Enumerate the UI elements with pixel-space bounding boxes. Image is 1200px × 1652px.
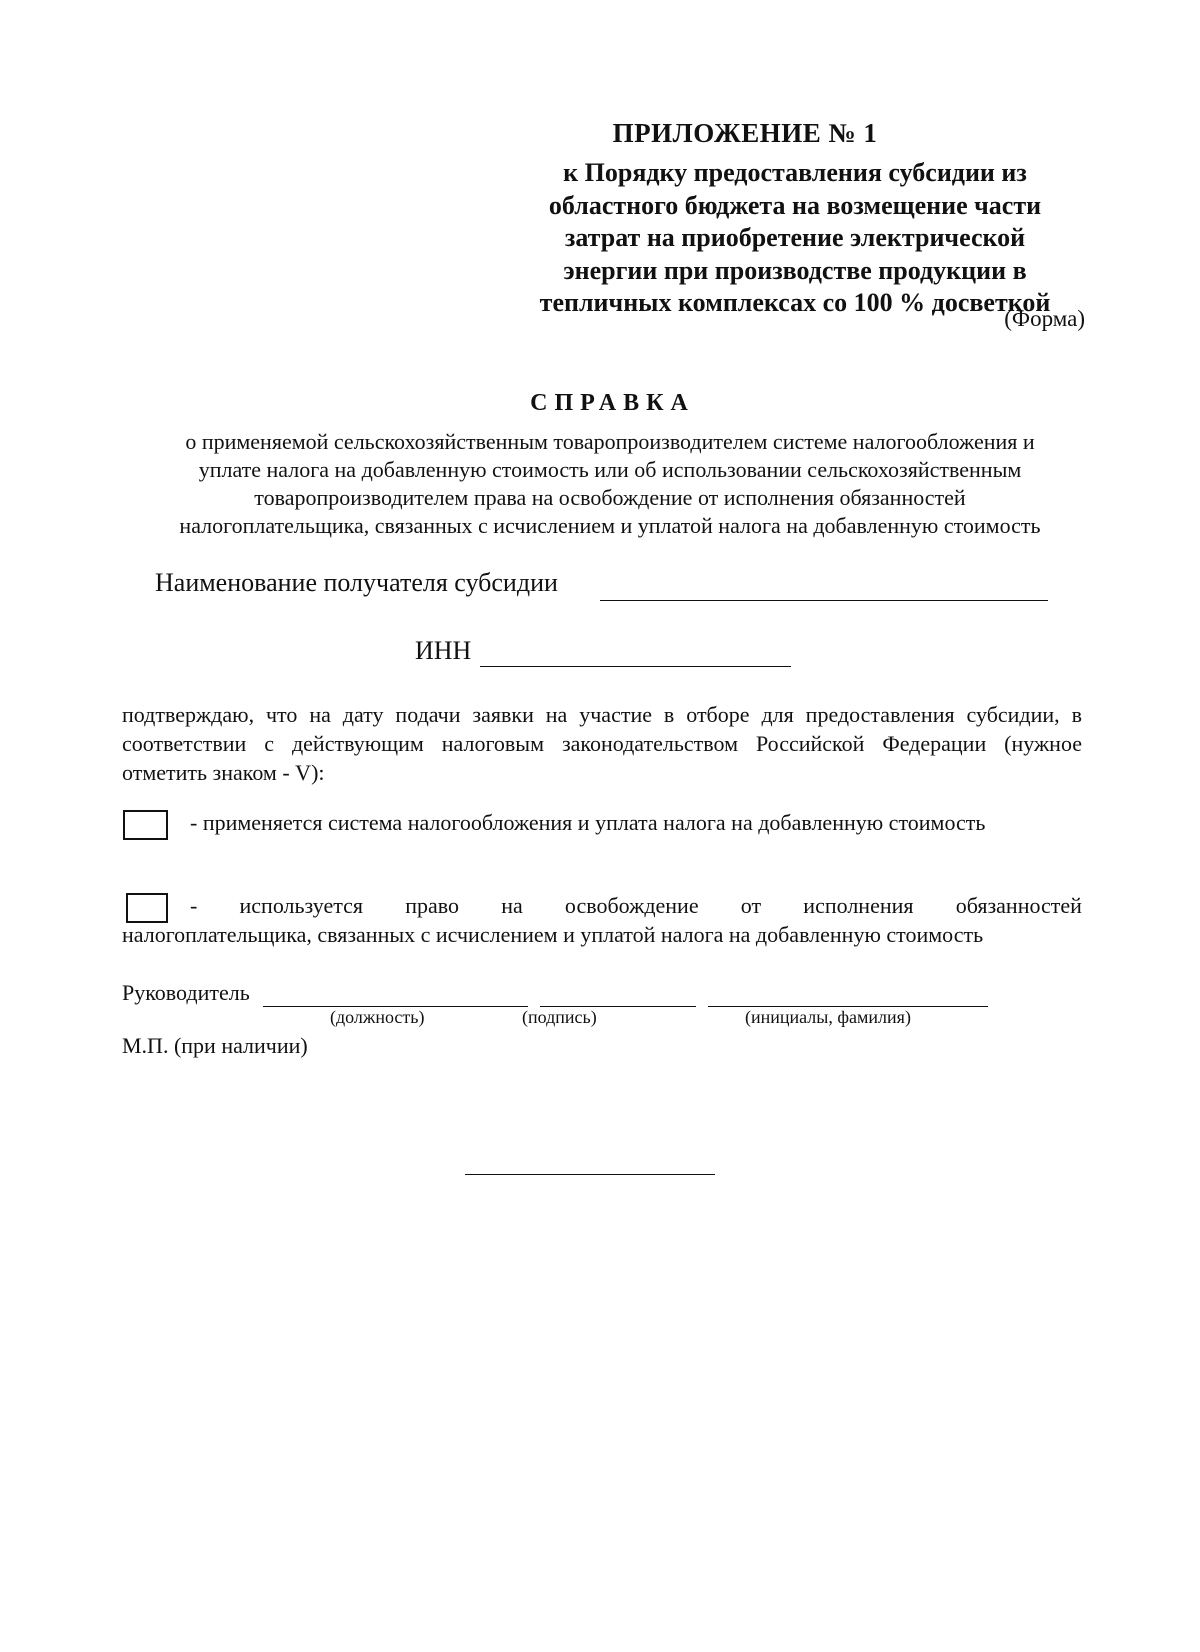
stamp-label: М.П. (при наличии) — [122, 1033, 308, 1058]
document-subtitle-line: уплате налога на добавленную стоимость или об использовании сельскохозяйственным — [198, 457, 1022, 482]
appendix-subtitle-line: энергии при производстве продукции в — [563, 255, 1027, 285]
inn-label: ИНН — [415, 636, 472, 665]
position-caption: (должность) — [330, 1007, 425, 1027]
document-subtitle-line: о применяемой сельскохозяйственным товаропроизводителем системе налогообложения и — [185, 429, 1035, 454]
option-word: освобождение — [564, 893, 699, 918]
option-word: - — [190, 893, 198, 918]
appendix-subtitle-line: затрат на приобретение электрической — [564, 223, 1026, 252]
name-caption: (инициалы, фамилия) — [745, 1007, 911, 1027]
document-subtitle-line: товаропроизводителем права на освобождение от исполнения обязанностей — [254, 485, 966, 510]
document-subtitle-line: налогоплательщика, связанных с исчислением и уплатой налога на добавленную стоимость — [179, 513, 1041, 538]
head-label: Руководитель — [122, 980, 250, 1005]
form-label: (Форма) — [1004, 306, 1085, 331]
appendix-subtitle-line: областного бюджета на возмещение части — [548, 190, 1042, 220]
recipient-name-field[interactable] — [600, 570, 1048, 601]
option-word: обязанностей — [955, 893, 1082, 918]
option-label-vat-exemption-line2: налогоплательщика, связанных с исчислением и уплатой налога на добавленную стоимость — [122, 922, 984, 947]
full-name-field[interactable] — [708, 980, 988, 1007]
document-title: СПРАВКА — [530, 390, 695, 416]
signature-field[interactable] — [540, 980, 696, 1007]
option-label-vat-exemption-line1 — [190, 893, 1082, 919]
inn-field[interactable] — [480, 636, 791, 667]
option-word: право — [405, 893, 459, 918]
option-checkbox-vat-payer[interactable] — [123, 810, 168, 840]
appendix-title: ПРИЛОЖЕНИЕ № 1 — [612, 118, 878, 148]
appendix-subtitle — [510, 157, 1080, 320]
position-field[interactable] — [263, 980, 528, 1007]
signature-caption: (подпись) — [522, 1007, 597, 1027]
option-checkbox-vat-exemption[interactable] — [126, 893, 168, 923]
document-subtitle — [110, 428, 1110, 540]
option-word: исполнения — [803, 893, 914, 918]
option-word: от — [740, 893, 762, 918]
option-word: используется — [239, 893, 364, 918]
appendix-subtitle-line: к Порядку предоставления субсидии из — [563, 158, 1027, 187]
confirmation-text: подтверждаю, что на дату подачи заявки на участие в отборе для предоставления субсидии, в соответствии с действующим налоговым законодательством Российской Федерации (нужное отметить знаком - V): — [122, 702, 1082, 785]
closing-divider — [465, 1174, 715, 1175]
option-label-vat-payer: - применяется система налогообложения и уплата налога на добавленную стоимость — [190, 810, 986, 835]
option-word: на — [501, 893, 523, 918]
appendix-subtitle-line: тепличных комплексах со 100 % досветкой — [539, 288, 1051, 317]
recipient-label: Наименование получателя субсидии — [155, 568, 558, 597]
